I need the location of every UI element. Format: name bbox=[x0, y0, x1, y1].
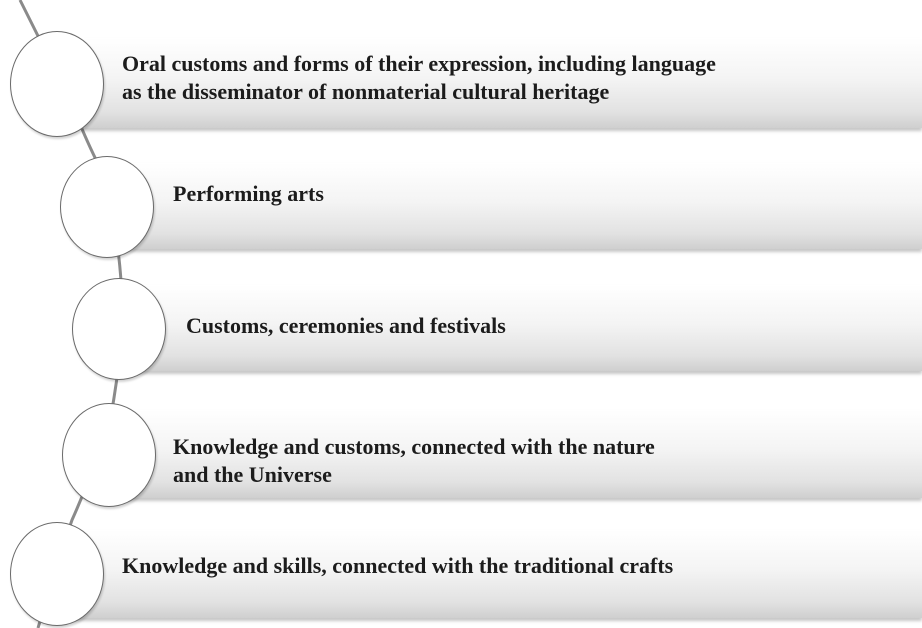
item-text-5: Knowledge and skills, connected with the traditional crafts bbox=[122, 553, 674, 578]
item-circle-4 bbox=[62, 403, 156, 507]
item-text-4: Knowledge and customs, connected with the nature and the Universe bbox=[173, 434, 655, 487]
item-circle-5 bbox=[10, 522, 104, 626]
item-text-2: Performing arts bbox=[173, 181, 324, 206]
item-circle-3 bbox=[72, 278, 166, 380]
item-text-1: Oral customs and forms of their expression, including language as the disseminator of nonmaterial cultural heritage bbox=[122, 51, 716, 104]
item-circle-2 bbox=[60, 156, 154, 258]
item-text-3: Customs, ceremonies and festivals bbox=[186, 313, 506, 338]
item-circle-1 bbox=[10, 31, 104, 137]
